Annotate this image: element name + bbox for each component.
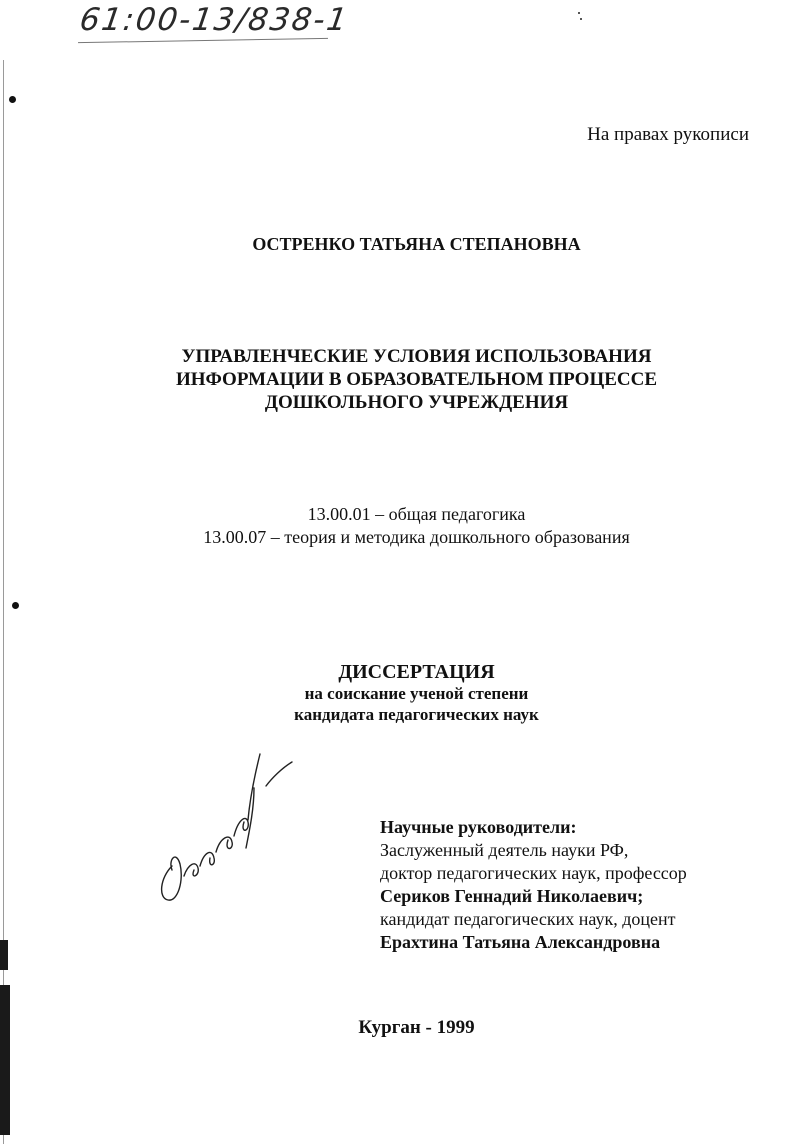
- dissertation-title: [0, 345, 793, 414]
- author-name: ОСТРЕНКО ТАТЬЯНА СТЕПАНОВНА: [252, 234, 581, 254]
- supervisor-title-line: кандидат педагогических наук, доцент: [380, 909, 676, 929]
- scan-speck: [580, 18, 582, 20]
- city-year: Курган - 1999: [358, 1017, 475, 1038]
- specialty-codes: [0, 503, 793, 549]
- scan-speck: [578, 12, 580, 14]
- scan-edge-line: [3, 60, 4, 1144]
- supervisors-heading: Научные руководители:: [380, 817, 577, 837]
- archive-number: 61:00-13/838-1: [77, 2, 352, 38]
- specialty-line: 13.00.01 – общая педагогика: [307, 504, 526, 524]
- dissertation-label: ДИССЕРТАЦИЯ: [338, 661, 495, 683]
- scan-edge-mark: [0, 940, 8, 970]
- supervisor-title-line: Заслуженный деятель науки РФ,: [380, 840, 629, 860]
- binding-hole-dot: [12, 602, 19, 609]
- specialty-line: 13.00.07 – теория и методика дошкольного образования: [203, 527, 630, 547]
- binding-hole-dot: [9, 96, 16, 103]
- signature-icon: [150, 748, 300, 908]
- title-line: ИНФОРМАЦИИ В ОБРАЗОВАТЕЛЬНОМ ПРОЦЕССЕ: [175, 369, 658, 390]
- degree-description: [0, 683, 793, 725]
- supervisor-name: Сериков Геннадий Николаевич;: [380, 886, 644, 906]
- title-line: ДОШКОЛЬНОГО УЧРЕЖДЕНИЯ: [264, 392, 569, 413]
- degree-line: кандидата педагогических наук: [294, 705, 539, 724]
- supervisor-title-line: доктор педагогических наук, профессор: [380, 863, 687, 883]
- title-line: УПРАВЛЕНЧЕСКИЕ УСЛОВИЯ ИСПОЛЬЗОВАНИЯ: [181, 346, 652, 367]
- supervisors-block: [380, 816, 687, 954]
- archive-underline: [78, 38, 328, 43]
- degree-line: на соискание ученой степени: [304, 684, 529, 703]
- supervisor-name: Ерахтина Татьяна Александровна: [380, 932, 661, 952]
- scan-edge-mark: [0, 985, 10, 1135]
- rights-note: На правах рукописи: [587, 124, 749, 145]
